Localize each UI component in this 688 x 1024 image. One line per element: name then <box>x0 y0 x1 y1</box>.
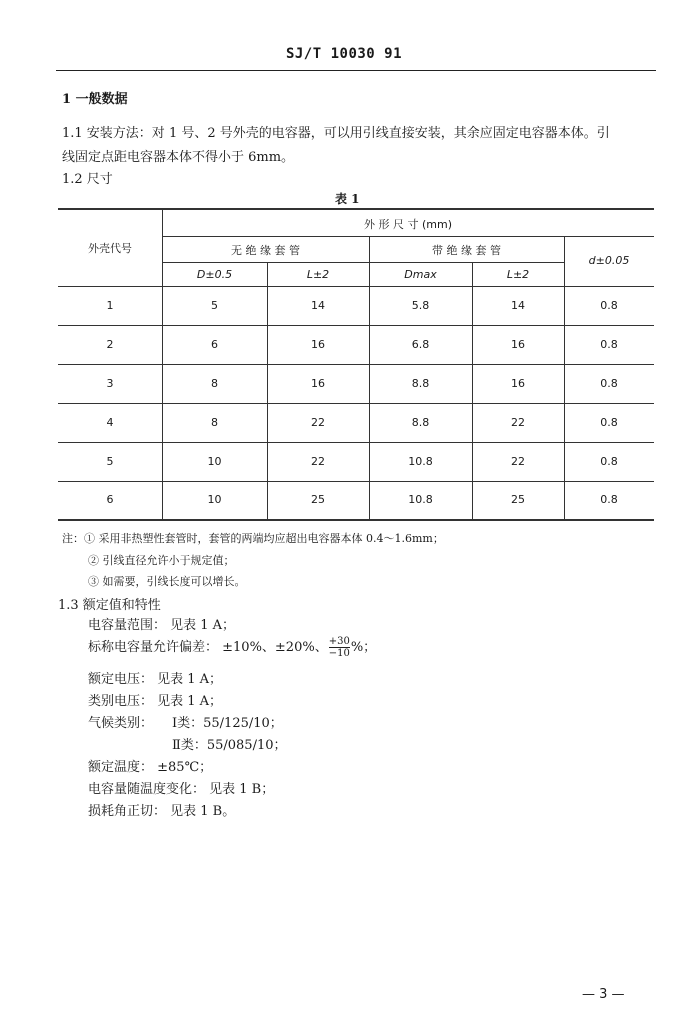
header-case-code: 外壳代号 <box>88 242 132 255</box>
cell-d: 0.8 <box>600 455 618 468</box>
cell-Dmax: 6.8 <box>411 338 430 351</box>
cell-Dmax: 5.8 <box>411 299 430 312</box>
cell-L2: 25 <box>511 493 525 506</box>
capacitance-tolerance <box>88 636 376 659</box>
cell-d: 0.8 <box>600 493 618 506</box>
standard-code-header: SJ/T 10030 91 <box>285 46 403 62</box>
cell-L1: 22 <box>311 455 325 468</box>
installation-method-line-2: 线固定点距电容器本体不得小于 6mm。 <box>62 150 295 165</box>
cell-d: 0.8 <box>600 299 618 312</box>
header-lead-diameter: d±0.05 <box>588 254 630 267</box>
dimensions-table <box>58 208 654 520</box>
cell-case: 6 <box>106 493 114 506</box>
cell-Dmax: 10.8 <box>408 493 433 506</box>
cell-L1: 14 <box>311 299 325 312</box>
note-1: 注：① 采用非热塑性套管时，套管的两端均应超出电容器本体 0.4～1.6mm； <box>62 532 444 545</box>
installation-method-line-1: 1.1 安装方法：对 1 号、2 号外壳的电容器，可以用引线直接安装，其余应固定电容器本体。引 <box>62 126 610 141</box>
cell-D: 8 <box>211 377 218 390</box>
table-rule <box>162 236 654 237</box>
section-1-title: 1 一般数据 <box>62 92 128 107</box>
tolerance-suffix: %； <box>350 640 377 655</box>
capacitance-temperature-change: 电容量随温度变化： 见表 1 B； <box>88 782 275 797</box>
capacitance-range: 电容量范围： 见表 1 A； <box>88 618 236 633</box>
subheader-L1: L±2 <box>306 268 330 281</box>
cell-L2: 16 <box>511 377 525 390</box>
cell-d: 0.8 <box>600 416 618 429</box>
loss-tangent: 损耗角正切： 见表 1 B。 <box>88 804 236 819</box>
page-number: — 3 — <box>582 987 625 1002</box>
cell-d: 0.8 <box>600 338 618 351</box>
cell-d: 0.8 <box>600 377 618 390</box>
cell-D: 10 <box>207 455 222 468</box>
header-no-sleeve: 无 绝 缘 套 管 <box>231 244 300 257</box>
cell-L2: 22 <box>511 455 525 468</box>
cell-L2: 14 <box>511 299 525 312</box>
cell-Dmax: 8.8 <box>411 377 430 390</box>
cell-L2: 22 <box>511 416 525 429</box>
table-rule <box>162 262 564 263</box>
climate-category-1: Ⅰ类：55/125/10； <box>172 716 283 731</box>
note-3: ③ 如需要，引线长度可以增长。 <box>88 575 246 588</box>
category-voltage: 类别电压： 见表 1 A； <box>88 694 223 709</box>
tolerance-fraction-top: +30 <box>328 636 350 647</box>
note-2: ② 引线直径允许小于规定值； <box>88 554 235 567</box>
subheader-Dmax: Dmax <box>404 268 437 281</box>
cell-Dmax: 10.8 <box>408 455 433 468</box>
subheader-D: D±0.5 <box>196 268 233 281</box>
cell-D: 8 <box>211 416 218 429</box>
cell-case: 4 <box>106 416 114 429</box>
cell-case: 5 <box>106 455 114 468</box>
rated-voltage: 额定电压： 见表 1 A； <box>88 672 223 687</box>
section-1-3-title: 1.3 额定值和特性 <box>58 598 161 613</box>
subheader-L2: L±2 <box>506 268 530 281</box>
cell-L1: 16 <box>311 338 325 351</box>
cell-case: 3 <box>106 377 114 390</box>
tolerance-fraction <box>329 636 350 659</box>
cell-D: 5 <box>211 299 218 312</box>
climate-category-label: 气候类别： <box>88 716 154 731</box>
cell-case: 1 <box>106 299 114 312</box>
cell-L1: 25 <box>311 493 325 506</box>
section-1-2-title: 1.2 尺寸 <box>62 172 113 187</box>
header-rule <box>56 70 656 71</box>
cell-L1: 22 <box>311 416 325 429</box>
cell-L1: 16 <box>311 377 325 390</box>
climate-category-2: Ⅱ类：55/085/10； <box>172 738 287 753</box>
cell-D: 10 <box>207 493 222 506</box>
cell-Dmax: 8.8 <box>411 416 430 429</box>
rated-temperature: 额定温度： ±85℃； <box>88 760 213 775</box>
header-with-sleeve: 带 绝 缘 套 管 <box>432 244 501 257</box>
header-outline-dimensions: 外 形 尺 寸 (mm) <box>364 218 452 231</box>
table-top-rule <box>58 208 654 210</box>
cell-D: 6 <box>211 338 218 351</box>
table-caption: 表 1 <box>335 192 360 206</box>
cell-L2: 16 <box>511 338 525 351</box>
tolerance-fraction-bottom: −10 <box>328 648 350 659</box>
tolerance-text: 标称电容量允许偏差： ±10%、±20%、 <box>88 640 328 655</box>
cell-case: 2 <box>106 338 114 351</box>
